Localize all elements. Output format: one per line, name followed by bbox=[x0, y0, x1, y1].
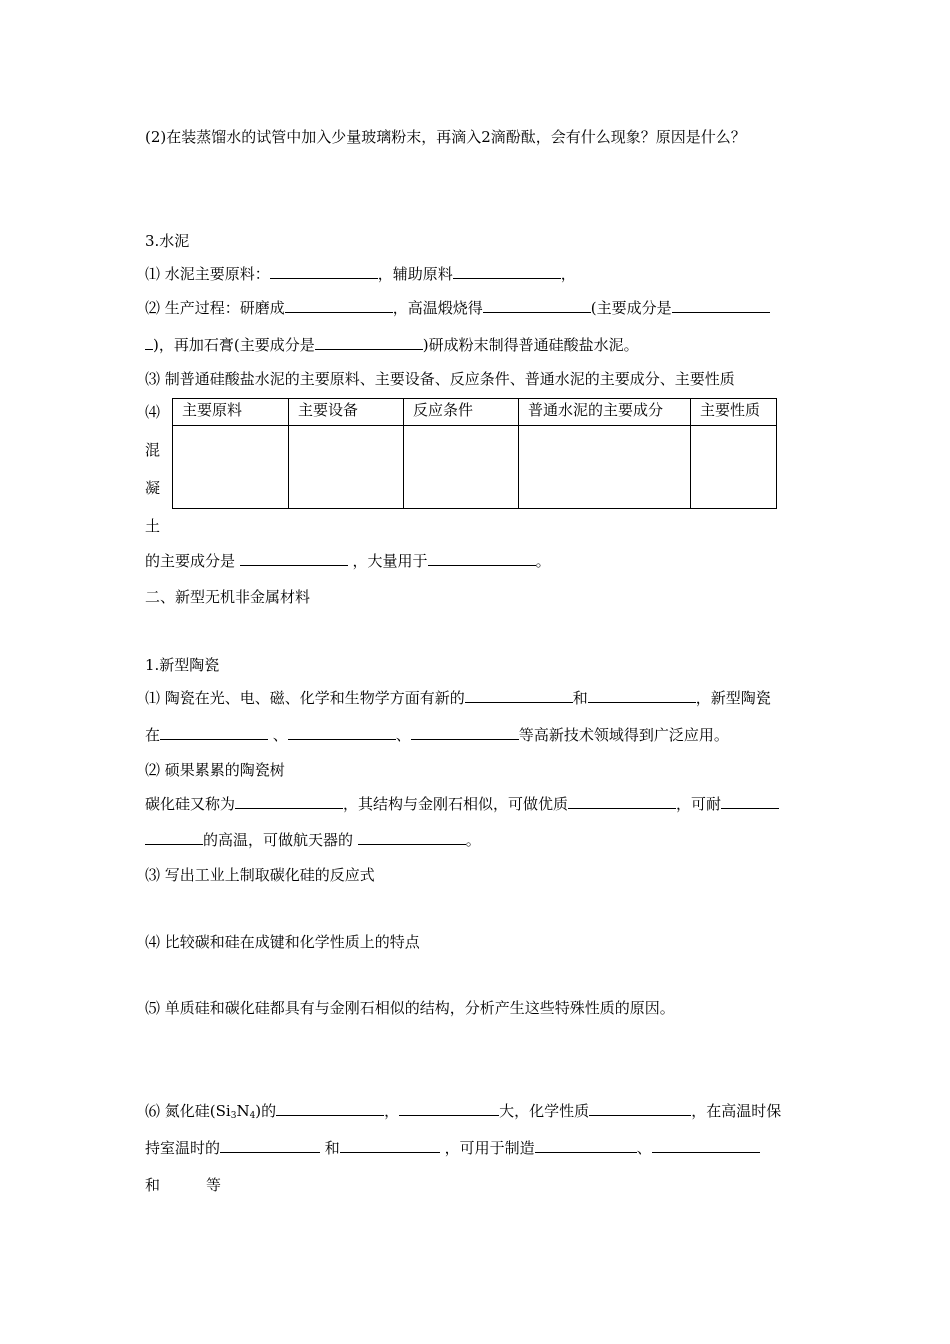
text: ，在高温时保 bbox=[691, 1102, 782, 1120]
text: )，再加石膏(主要成分是 bbox=[153, 336, 315, 354]
side-char: 混 bbox=[145, 441, 161, 459]
blank-field[interactable] bbox=[270, 264, 378, 279]
cement-raw-materials bbox=[145, 264, 576, 284]
text: 、 bbox=[636, 1139, 652, 1157]
text: 。 bbox=[465, 831, 481, 849]
text: ， bbox=[560, 265, 576, 283]
table-cell[interactable] bbox=[691, 426, 777, 509]
blank-field[interactable] bbox=[652, 1138, 760, 1153]
blank-field[interactable] bbox=[235, 794, 343, 809]
si3n4-line2 bbox=[145, 1138, 760, 1158]
blank-field[interactable] bbox=[465, 688, 573, 703]
text: )的 bbox=[255, 1102, 277, 1120]
blank-field[interactable] bbox=[145, 335, 153, 350]
blank-field[interactable] bbox=[721, 794, 779, 809]
text: 的高温，可做航天器的 bbox=[203, 831, 358, 849]
table-header: 反应条件 bbox=[404, 399, 519, 426]
blank-field[interactable] bbox=[589, 1101, 691, 1116]
blank-field[interactable] bbox=[160, 725, 268, 740]
blank-field[interactable] bbox=[276, 1101, 384, 1116]
text: 大，化学性质 bbox=[499, 1102, 590, 1120]
ceramics-p1 bbox=[145, 688, 771, 708]
text: ⑴ 水泥主要原料： bbox=[145, 265, 270, 283]
cement-question-3: ⑶ 制普通硅酸盐水泥的主要原料、主要设备、反应条件、普通水泥的主要成分、主要性质 bbox=[145, 370, 735, 388]
cement-table bbox=[172, 398, 777, 509]
text: 和 bbox=[572, 689, 588, 707]
text: 、 bbox=[268, 726, 288, 744]
blank-field[interactable] bbox=[358, 830, 466, 845]
blank-field[interactable] bbox=[315, 335, 423, 350]
text: (主要成分是 bbox=[590, 299, 672, 317]
text: 和 bbox=[145, 1176, 161, 1194]
text: 在 bbox=[145, 726, 161, 744]
table-header: 普通水泥的主要成分 bbox=[519, 399, 691, 426]
subscript: 3 bbox=[230, 1111, 237, 1121]
blank-field[interactable] bbox=[145, 830, 203, 845]
blank-field[interactable] bbox=[399, 1101, 499, 1116]
table-header-row bbox=[173, 399, 777, 426]
text: 等 bbox=[206, 1176, 222, 1194]
table-header: 主要原料 bbox=[173, 399, 289, 426]
text: N bbox=[236, 1102, 250, 1120]
si3n4-line1 bbox=[145, 1101, 781, 1126]
text: 。 bbox=[535, 552, 551, 570]
table-header: 主要性质 bbox=[691, 399, 777, 426]
ceramics-heading: 1.新型陶瓷 bbox=[145, 656, 220, 674]
text: ，可耐 bbox=[676, 795, 722, 813]
blank-field[interactable] bbox=[453, 264, 561, 279]
blank-field[interactable] bbox=[568, 794, 676, 809]
ceramics-p5: ⑸ 单质硅和碳化硅都具有与金刚石相似的结构，分析产生这些特殊性质的原因。 bbox=[145, 999, 675, 1017]
text: 的主要成分是 bbox=[145, 552, 240, 570]
blank-field[interactable] bbox=[240, 551, 348, 566]
ceramics-p4: ⑷ 比较碳和硅在成键和化学性质上的特点 bbox=[145, 933, 420, 951]
ceramics-p1-cont bbox=[145, 725, 729, 745]
sic-line1 bbox=[145, 794, 779, 814]
text: ，其结构与金刚石相似，可做优质 bbox=[343, 795, 569, 813]
text: 等高新技术领域得到广泛应用。 bbox=[518, 726, 729, 744]
section-2-heading: 二、新型无机非金属材料 bbox=[145, 588, 311, 606]
text: 碳化硅又称为 bbox=[145, 795, 236, 813]
text: 、 bbox=[395, 726, 411, 744]
cement-heading: 3.水泥 bbox=[145, 232, 190, 250]
table-cell[interactable] bbox=[404, 426, 519, 509]
text: 持室温时的 bbox=[145, 1139, 221, 1157]
text: ， bbox=[384, 1102, 400, 1120]
cement-process-line1 bbox=[145, 298, 770, 318]
text: ⑹ 氮化硅(Si bbox=[145, 1102, 231, 1120]
text: ，辅助原料 bbox=[377, 265, 453, 283]
cement-process-line2 bbox=[145, 335, 639, 355]
text: ⑵ 生产过程：研磨成 bbox=[145, 299, 285, 317]
side-char: ⑷ bbox=[145, 403, 161, 421]
side-char: 土 bbox=[145, 517, 161, 535]
table-cell[interactable] bbox=[289, 426, 404, 509]
text: ⑴ 陶瓷在光、电、磁、化学和生物学方面有新的 bbox=[145, 689, 465, 707]
text: ，新型陶瓷 bbox=[695, 689, 771, 707]
blank-field[interactable] bbox=[285, 298, 393, 313]
table-cell[interactable] bbox=[173, 426, 289, 509]
table-cell[interactable] bbox=[519, 426, 691, 509]
blank-field[interactable] bbox=[588, 688, 696, 703]
text: 和 bbox=[320, 1139, 340, 1157]
ceramics-p2: ⑵ 硕果累累的陶瓷树 bbox=[145, 761, 285, 779]
table-row bbox=[173, 426, 777, 509]
text: ，高温煅烧得 bbox=[392, 299, 483, 317]
text: ，大量用于 bbox=[347, 552, 428, 570]
ceramics-p3: ⑶ 写出工业上制取碳化硅的反应式 bbox=[145, 866, 375, 884]
blank-field[interactable] bbox=[535, 1138, 637, 1153]
blank-field[interactable] bbox=[411, 725, 519, 740]
si3n4-line3 bbox=[145, 1175, 221, 1195]
text: )研成粉末制得普通硅酸盐水泥。 bbox=[422, 336, 639, 354]
sic-line2 bbox=[145, 830, 481, 850]
blank-field[interactable] bbox=[220, 1138, 320, 1153]
side-char: 凝 bbox=[145, 479, 161, 497]
concrete-line bbox=[145, 551, 551, 571]
question-2: (2)在装蒸馏水的试管中加入少量玻璃粉末，再滴入2滴酚酞，会有什么现象？原因是什么？ bbox=[145, 128, 746, 146]
table-header: 主要设备 bbox=[289, 399, 404, 426]
text: ，可用于制造 bbox=[439, 1139, 535, 1157]
blank-field[interactable] bbox=[288, 725, 396, 740]
blank-field[interactable] bbox=[340, 1138, 440, 1153]
blank-field[interactable] bbox=[483, 298, 591, 313]
blank-field[interactable] bbox=[672, 298, 770, 313]
blank-field[interactable] bbox=[428, 551, 536, 566]
subscript: 4 bbox=[249, 1111, 256, 1121]
